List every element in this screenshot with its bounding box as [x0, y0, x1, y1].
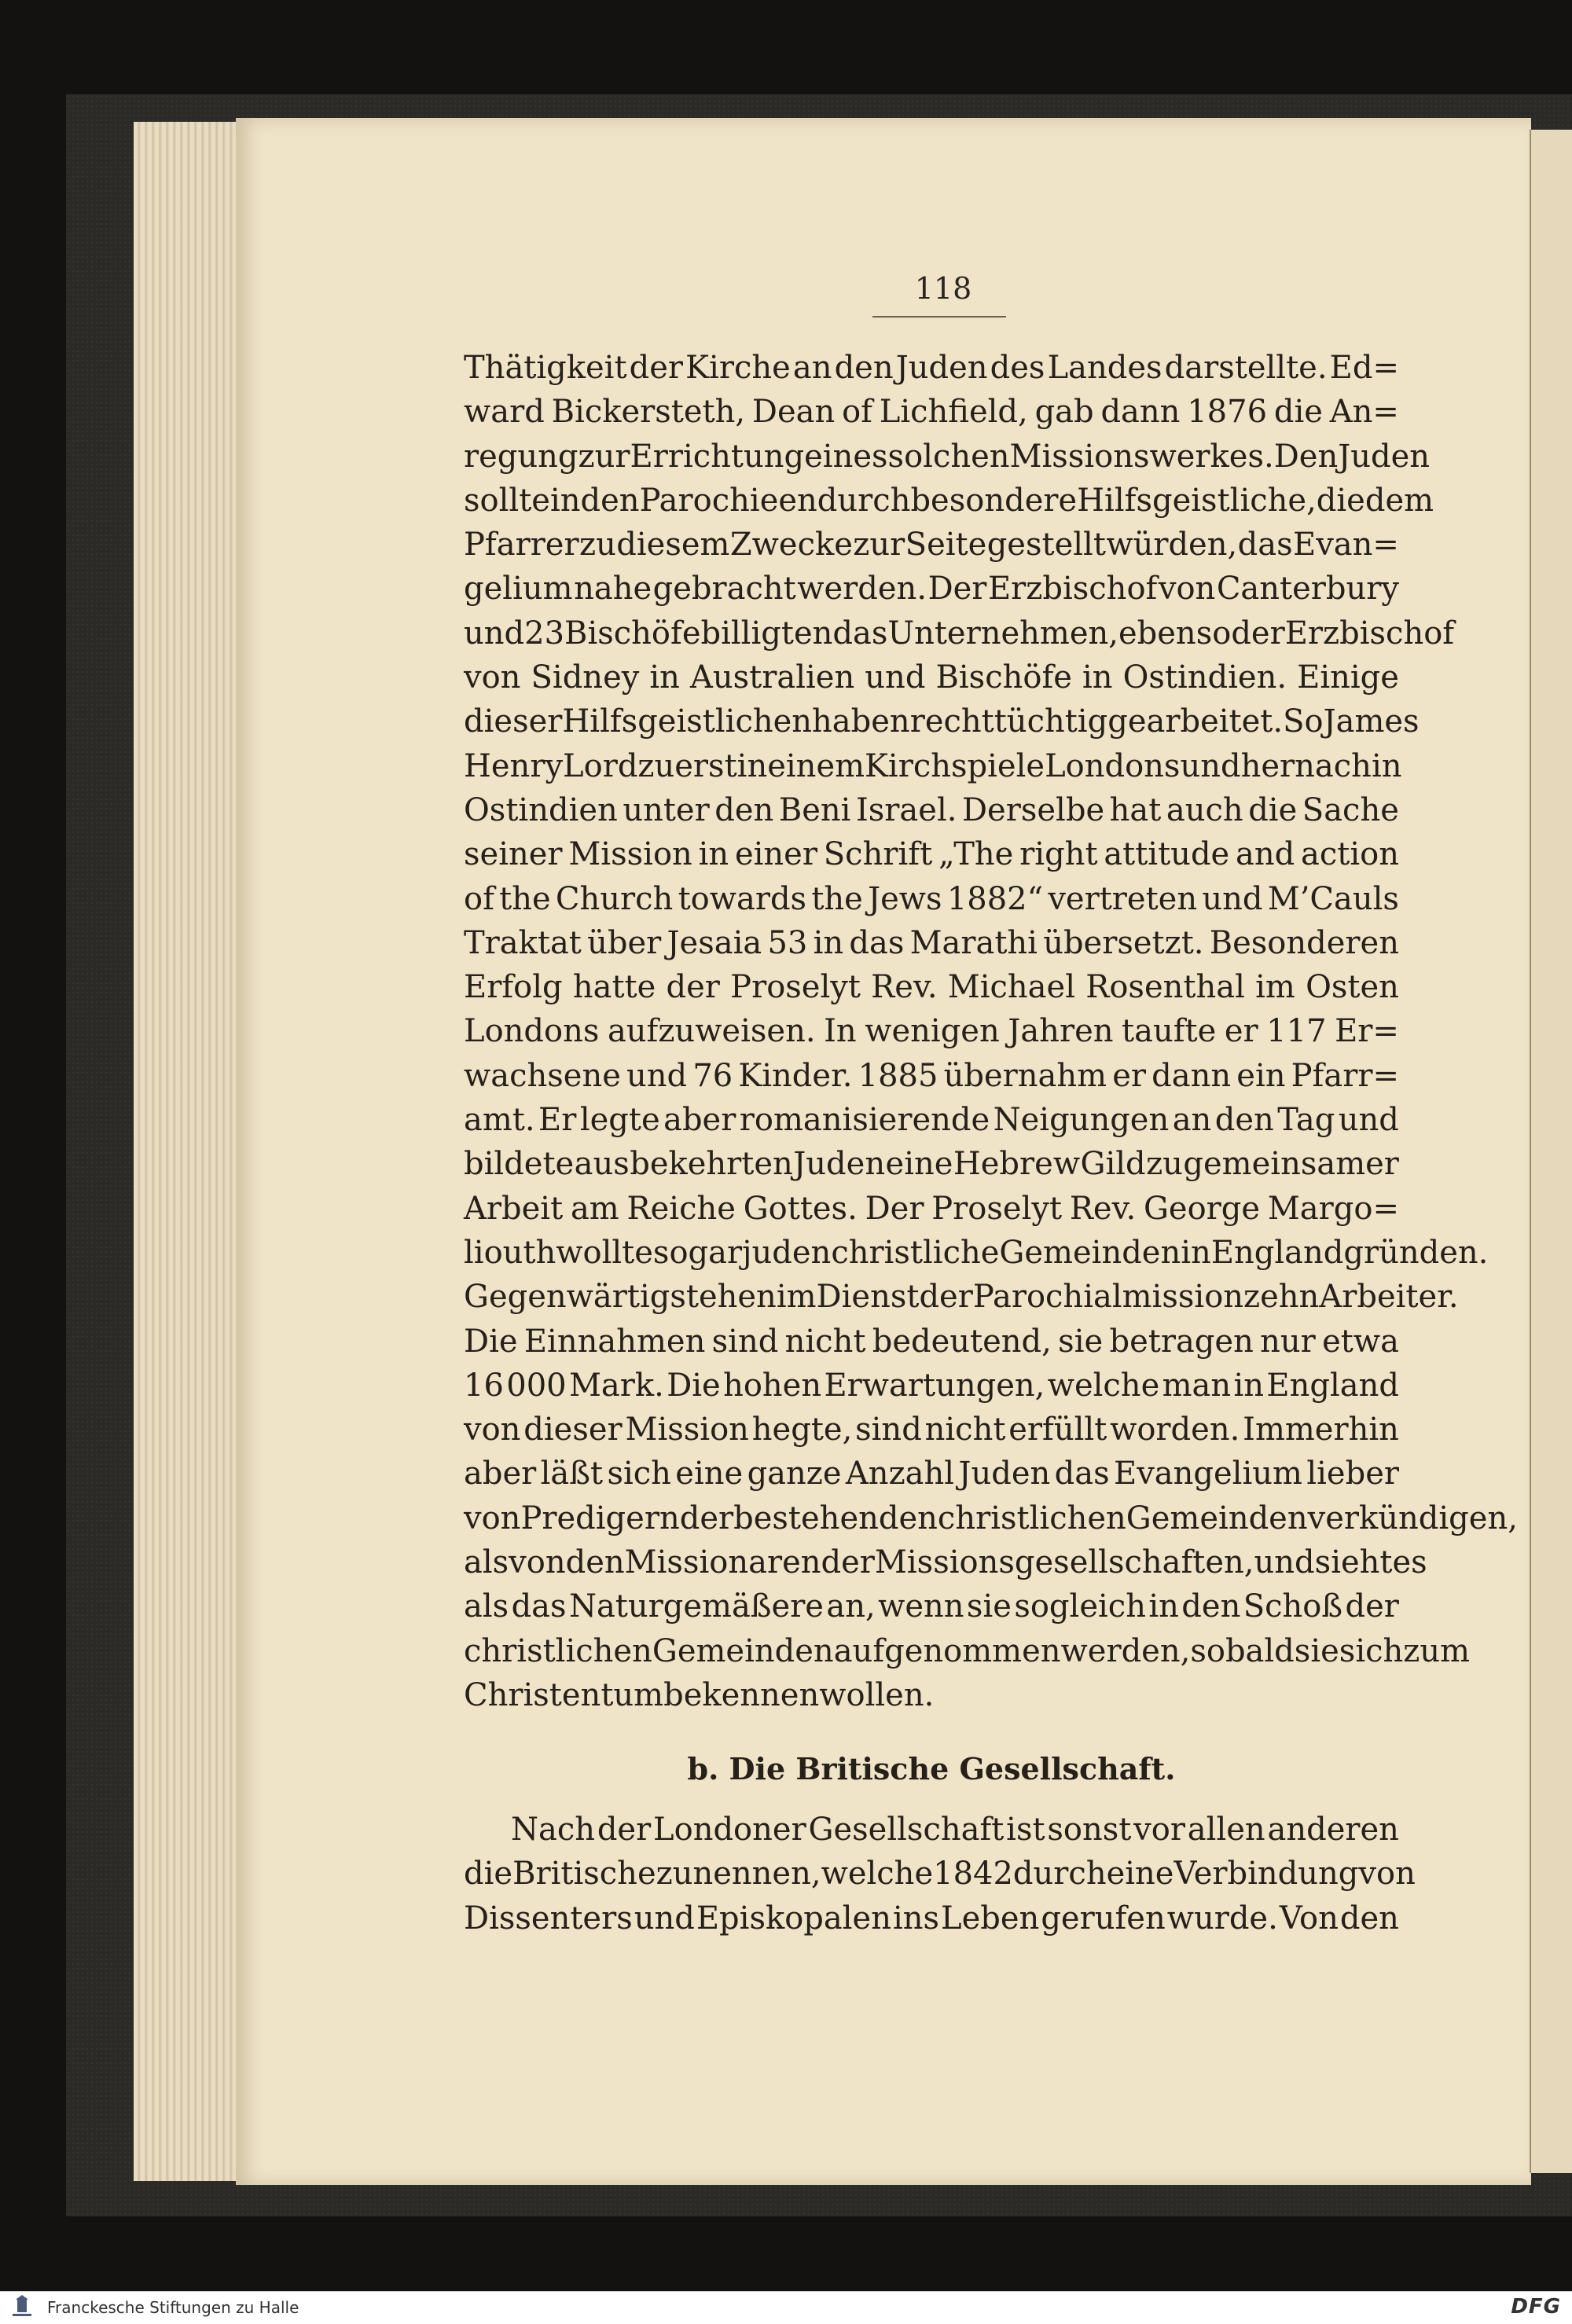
text-line: Henry Lord zuerst in einem Kirchspiele Londons und hernach in: [464, 747, 1402, 784]
text-line: liouth wollte sogar judenchristliche Gemeinden in England gründen.: [464, 1234, 1489, 1271]
text-line: amt. Er legte aber romanisierende Neigungen an den Tag und: [464, 1102, 1399, 1139]
facing-page-edge: [1530, 130, 1572, 2173]
text-line: von dieser Mission hegte, sind nicht erfüllt worden. Immerhin: [464, 1412, 1399, 1448]
institution-label: Franckesche Stiftungen zu Halle: [47, 2298, 299, 2317]
text-line: regung zur Errichtung eines solchen Missionswerkes. Den Juden: [464, 438, 1431, 475]
text-line: Die Einnahmen sind nicht bedeutend, sie betragen nur etwa: [464, 1323, 1399, 1360]
dfg-logo: DFG: [1511, 2295, 1561, 2318]
footer-bar: [0, 2291, 1572, 2324]
text-line: bildete aus bekehrten Juden eine Hebrew Gild zu gemeinsamer: [464, 1146, 1399, 1183]
text-line: Londons aufzuweisen. In wenigen Jahren taufte er 117 Er=: [464, 1013, 1399, 1050]
text-line: Gegenwärtig stehen im Dienst der Parochialmission zehn Arbeiter.: [464, 1279, 1459, 1316]
text-line: von Sidney in Australien und Bischöfe in Ostindien. Einige: [464, 659, 1399, 696]
text-line: von Predigern der bestehenden christlichen Gemeinden verkündigen,: [464, 1500, 1518, 1536]
section-heading: b. Die Britische Gesellschaft.: [687, 1751, 1176, 1786]
page-number-rule: [872, 316, 1006, 318]
text-line: of the Church towards the Jews 1882“ vertreten und M’Cauls: [464, 880, 1399, 917]
paragraph-2: [464, 1808, 1416, 1940]
text-line: die Britische zu nennen, welche 1842 durch eine Verbindung von: [464, 1856, 1416, 1893]
text-line: ward Bickersteth, Dean of Lichfield, gab dann 1876 die An=: [464, 394, 1399, 431]
text-line: gelium nahe gebracht werden. Der Erzbischof von Canterbury: [464, 571, 1399, 608]
text-line: als von den Missionaren der Missionsgesellschaften, und sieht es: [464, 1544, 1427, 1581]
text-line: und 23 Bischöfe billigten das Unternehmen, ebenso der Erzbischof: [464, 615, 1455, 652]
text-line: als das Naturgemäßere an, wenn sie sogleich in den Schoß der: [464, 1588, 1399, 1625]
page-number: 118: [914, 271, 972, 306]
text-line: Erfolg hatte der Proselyt Rev. Michael Rosenthal im Osten: [464, 969, 1399, 1006]
text-line: dieser Hilfsgeistlichen haben recht tüchtig gearbeitet. So James: [464, 703, 1420, 740]
text-line: christlichen Gemeinden aufgenommen werden, sobald sie sich zum: [464, 1632, 1471, 1669]
institution-logo-icon: [6, 2295, 38, 2320]
text-line: Christentum bekennen wollen.: [464, 1676, 935, 1713]
text-line: Traktat über Jesaia 53 in das Marathi übersetzt. Besonderen: [464, 924, 1399, 961]
text-line: Arbeit am Reiche Gottes. Der Proselyt Rev. George Margo=: [464, 1190, 1399, 1227]
text-line: seiner Mission in einer Schrift „The right attitude and action: [464, 836, 1399, 873]
text-line: Pfarrer zu diesem Zwecke zur Seite gestellt würden, das Evan=: [464, 527, 1399, 564]
text-line: Ostindien unter den Beni Israel. Derselbe hat auch die Sache: [464, 791, 1399, 828]
text-line: Thätigkeit der Kirche an den Juden des Landes darstellte. Ed=: [464, 350, 1399, 386]
text-line: aber läßt sich eine ganze Anzahl Juden das Evangelium lieber: [464, 1456, 1399, 1492]
text-line: wachsene und 76 Kinder. 1885 übernahm er dann ein Pfarr=: [464, 1057, 1399, 1094]
text-line: 16 000 Mark. Die hohen Erwartungen, welche man in England: [464, 1367, 1399, 1404]
text-line: Nach der Londoner Gesellschaft ist sonst vor allen anderen: [511, 1812, 1399, 1848]
text-line: Dissenters und Episkopalen ins Leben gerufen wurde. Von den: [464, 1900, 1399, 1937]
text-line: sollte in den Parochieen durch besondere Hilfsgeistliche, die dem: [464, 482, 1434, 519]
paragraph-1: [464, 346, 1518, 1717]
page-edges: [134, 122, 244, 2181]
